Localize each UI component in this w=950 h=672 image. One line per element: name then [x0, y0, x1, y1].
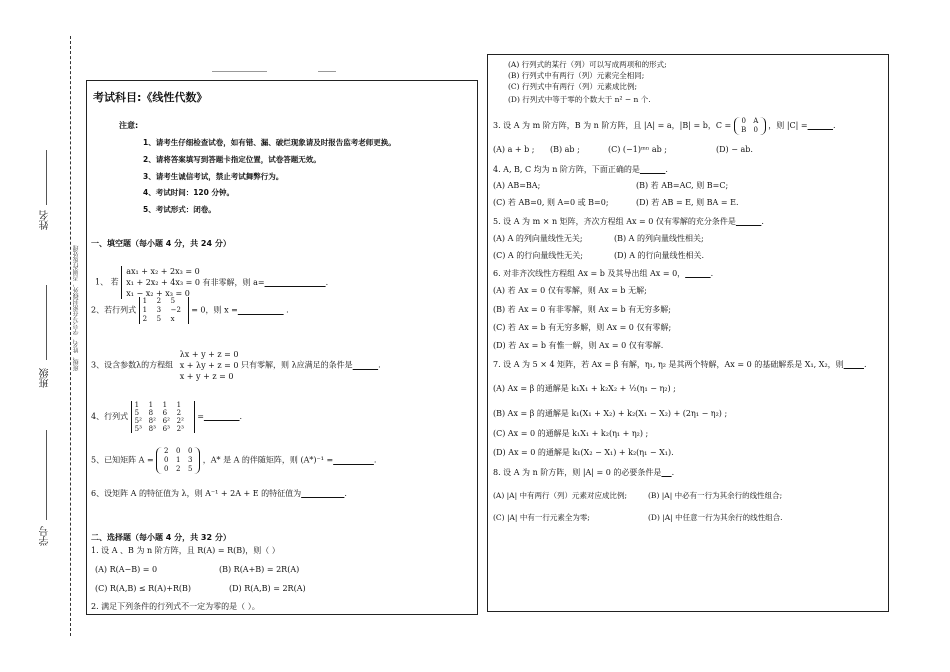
option-c[interactable]: (C) 若 Ax = b 有无穷多解，则 Ax = 0 仅有零解; [493, 323, 672, 332]
notice-item: 1、请考生仔细检查试卷，如有错、漏、破烂现象请及时报告监考老师更换。 [143, 138, 396, 147]
notice-item: 5、考试形式：闭卷。 [143, 205, 216, 214]
option-a[interactable]: (A) 行列式的某行（列）可以写成两项和的形式; [508, 60, 667, 69]
option-a[interactable]: (A) R(A−B) = 0 [95, 565, 158, 574]
exam-title: 考试科目:《线性代数》 [93, 91, 208, 104]
student-id-label: 学号 [40, 526, 51, 546]
option-c[interactable]: (C) Ax = 0 的通解是 k₁X₁ + k₂(η₁ + η₂) ; [493, 429, 649, 438]
option-a[interactable]: (A) 若 Ax = 0 仅有零解，则 Ax = b 无解; [493, 286, 647, 295]
option-d[interactable]: (D) − ab. [716, 145, 753, 154]
question-4: 4、行列式 1 1 1 1 5 8 6 2 5² 8² 6² 2² 5³ 8³ 6³ 2³ = . [91, 401, 243, 433]
option-d[interactable]: (D) Ax = 0 的通解是 k₁(X₂ − X₁) + k₂(η₁ − X₁). [493, 448, 674, 457]
question-5: 5、已知矩阵 A = 2 0 0 0 1 3 0 2 5 ，A* 是 A 的伴随矩阵，则 (A*)⁻¹ = . [91, 447, 377, 473]
option-d[interactable]: (D) |A| 中任意一行为其余行的线性组合. [648, 513, 783, 522]
answer-blank[interactable] [204, 412, 240, 421]
answer-blank[interactable] [640, 165, 665, 174]
choice-question-6: 6. 对非齐次线性方程组 Ax = b 及其导出组 Ax = 0， . [493, 269, 714, 278]
choice-question-5: 5. 设 A 为 m × n 矩阵，齐次方程组 Ax = 0 仅有零解的充分条件是 . [493, 217, 764, 226]
option-d[interactable]: (D) 若 AB = E, 则 BA = E. [636, 198, 739, 207]
option-d[interactable]: (D) A 的行向量线性相关. [614, 251, 705, 260]
choice-question-8: 8. 设 A 为 n 阶方阵，则 |A| = 0 的必要条件是 . [493, 468, 675, 477]
equation-system: λx + y + z = 0 x + λy + z = 0 x + y + z = 0 [179, 350, 239, 381]
section-choice: 二、选择题（每小题 4 分，共 32 分） [91, 533, 231, 542]
option-a[interactable]: (A) |A| 中有两行（列）元素对应成比例; [493, 491, 628, 500]
option-c[interactable]: (C) |A| 中有一行元素全为零; [493, 513, 590, 522]
question-2: 2、若行列式 1 2 5 1 3 −2 2 5 x = 0，则 x = . [91, 297, 289, 323]
question-1: 1、 若 ax₁ + x₂ + 2x₃ = 0 x₁ + 2x₂ + 4x₃ = 0 有非零解，则 a= . x₁ − x₂ + x₃ = 0 [95, 267, 329, 298]
option-b[interactable]: (B) |A| 中必有一行为其余行的线性组合; [648, 491, 783, 500]
answer-blank[interactable] [844, 360, 864, 369]
option-b[interactable]: (B) Ax = β 的通解是 k₁(X₁ + X₂) + k₂(X₁ − X₂) + (2η₁ − η₂) ; [493, 409, 728, 418]
notice-item: 2、请将答案填写到答题卡指定位置，试卷答题无效。 [143, 155, 321, 164]
option-c[interactable]: (C) A 的行向量线性无关; [493, 251, 583, 260]
section-fill-in: 一、填空题（每小题 4 分，共 24 分） [91, 239, 231, 248]
name-label: 姓名 [40, 210, 51, 230]
option-d[interactable]: (D) R(A,B) = 2R(A) [229, 584, 306, 593]
class-label: 班级 [40, 368, 51, 388]
choice-question-3: 3. 设 A 为 m 阶方阵，B 为 n 阶方阵，且 |A| = a，|B| = b，C = 0 A B 0 ，则 |C| = . [493, 117, 836, 134]
option-c[interactable]: (C) (−1)ᵐⁿ ab ; [608, 145, 667, 154]
student-id-blank[interactable] [46, 430, 47, 520]
class-blank[interactable] [46, 285, 47, 360]
option-b[interactable]: (B) 若 AB=AC, 则 B=C; [636, 181, 729, 190]
determinant: 1 2 5 1 3 −2 2 5 x [139, 297, 189, 324]
choice-question-2: 2. 满足下列条件的行列式不一定为零的是（ ）。 [91, 602, 260, 611]
question-6: 6、设矩阵 A 的特征值为 λ，则 A⁻¹ + 2A + E 的特征值为 . [91, 489, 347, 498]
answer-blank[interactable] [685, 269, 710, 278]
option-a[interactable]: (A) Ax = β 的通解是 k₁X₁ + k₂X₂ + ½(η₁ − η₂) ; [493, 384, 676, 393]
choice-question-4: 4. A, B, C 均为 n 阶方阵，下面正确的是 . [493, 165, 668, 174]
option-c[interactable]: (C) 行列式中有两行（列）元素成比例; [508, 82, 638, 91]
notice-item: 4、考试时间：120 分钟。 [143, 188, 234, 197]
right-page [487, 54, 889, 612]
equation-system: ax₁ + x₂ + 2x₃ = 0 x₁ + 2x₂ + 4x₃ = 0 有非零解，则 a= . x₁ − x₂ + x₃ = 0 [121, 266, 328, 299]
option-c[interactable]: (C) R(A,B) ≤ R(A)+R(B) [95, 584, 192, 593]
answer-blank[interactable] [265, 278, 326, 287]
answer-blank[interactable] [661, 468, 671, 477]
answer-blank[interactable] [238, 306, 284, 315]
choice-question-1: 1. 设 A 、B 为 n 阶方阵，且 R(A) = R(B)，则（ ） [91, 546, 280, 555]
seal-line [70, 36, 71, 636]
option-a[interactable]: (A) A 的列向量线性无关; [493, 234, 583, 243]
matrix: 2 0 0 0 1 3 0 2 5 [156, 447, 200, 474]
seal-note: 班级、姓名、学号写在密封线外，否则作废处理 [73, 245, 80, 371]
answer-blank[interactable] [301, 489, 344, 498]
name-blank[interactable] [46, 150, 47, 205]
option-c[interactable]: (C) 若 AB=0, 则 A=0 或 B=0; [493, 198, 609, 207]
header-blank [212, 71, 267, 72]
option-b[interactable]: (B) A 的列向量线性相关; [614, 234, 704, 243]
determinant: 1 1 1 1 5 8 6 2 5² 8² 6² 2² 5³ 8³ 6³ 2³ [131, 401, 195, 433]
answer-blank[interactable] [353, 361, 378, 370]
choice-question-7: 7. 设 A 为 5 × 4 矩阵，若 Ax = β 有解，η₁, η₂ 是其两个特解，Ax = 0 的基础解系是 X₁, X₂，则 . [493, 360, 867, 369]
notice-item: 3、请考生诚信考试，禁止考试舞弊行为。 [143, 172, 284, 181]
option-d[interactable]: (D) 若 Ax = b 有惟一解，则 Ax = 0 仅有零解. [493, 341, 664, 350]
option-a[interactable]: (A) a + b ; [493, 145, 535, 154]
notice-title: 注意: [119, 121, 139, 130]
option-d[interactable]: (D) 行列式中等于零的个数大于 n² − n 个. [508, 95, 651, 104]
option-a[interactable]: (A) AB=BA; [493, 181, 541, 190]
answer-blank[interactable] [808, 121, 833, 130]
answer-blank[interactable] [736, 217, 761, 226]
option-b[interactable]: (B) R(A+B) = 2R(A) [219, 565, 300, 574]
question-3: 3、设含参数λ的方程组 λx + y + z = 0 x + λy + z = 0 x + y + z = 0 只有零解，则 λ应满足的条件是 . [91, 350, 381, 381]
option-b[interactable]: (B) 行列式中有两行（列）元素完全相同; [508, 71, 645, 80]
left-page [86, 80, 478, 615]
option-b[interactable]: (B) ab ; [550, 145, 580, 154]
header-blank [318, 71, 336, 72]
block-matrix: 0 A B 0 [734, 117, 766, 135]
option-b[interactable]: (B) 若 Ax = 0 有非零解，则 Ax = b 有无穷多解; [493, 305, 671, 314]
answer-blank[interactable] [333, 456, 374, 465]
